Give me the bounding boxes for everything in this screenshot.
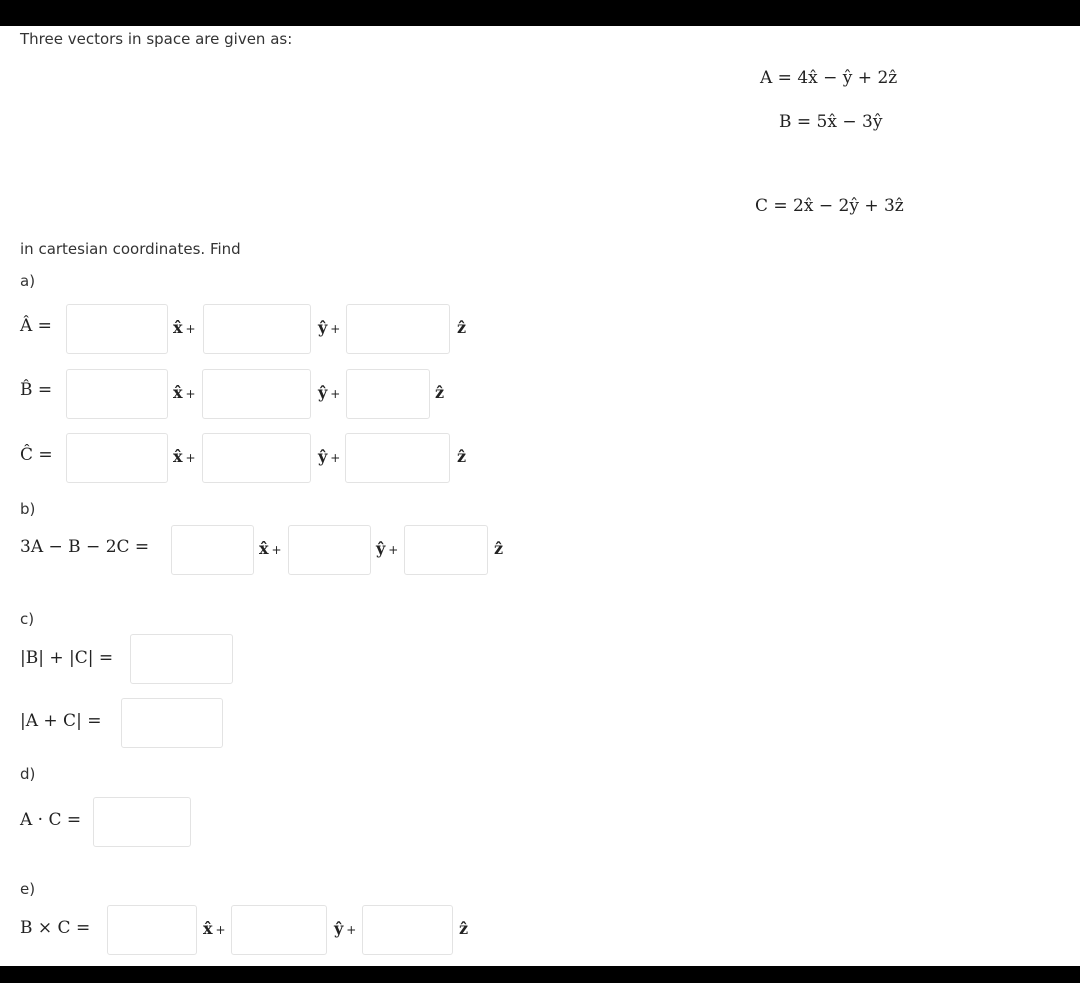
c-hat-z-input[interactable] bbox=[345, 433, 450, 483]
vector-b-equation: B = 5x̂ − 3ŷ bbox=[779, 112, 883, 132]
c-hat-z-unit: ẑ bbox=[457, 447, 467, 466]
part-e-x-unit: x̂ + bbox=[203, 919, 226, 938]
a-hat-y-input[interactable] bbox=[203, 304, 311, 354]
part-e-y-unit: ŷ + bbox=[334, 919, 357, 938]
a-hat-z-input[interactable] bbox=[346, 304, 450, 354]
part-b-z-input[interactable] bbox=[404, 525, 488, 575]
b-hat-z-unit: ẑ bbox=[435, 383, 445, 402]
a-hat-y-unit: ŷ + bbox=[318, 318, 341, 337]
part-d-dot-input[interactable] bbox=[93, 797, 191, 847]
part-b-y-unit: ŷ + bbox=[376, 539, 399, 558]
part-b-y-input[interactable] bbox=[288, 525, 371, 575]
part-d-expression: A · C = bbox=[20, 810, 82, 830]
part-b-x-unit: x̂ + bbox=[259, 539, 282, 558]
part-c-label: c) bbox=[20, 610, 35, 628]
part-b-z-unit: ẑ bbox=[494, 539, 504, 558]
c-hat-x-unit: x̂ + bbox=[173, 447, 196, 466]
intro-text: Three vectors in space are given as: bbox=[20, 30, 293, 48]
b-hat-x-input[interactable] bbox=[66, 369, 168, 419]
part-a-label: a) bbox=[20, 272, 36, 290]
c-hat-label: Ĉ = bbox=[20, 445, 53, 465]
part-b-label: b) bbox=[20, 500, 36, 518]
part-e-z-input[interactable] bbox=[362, 905, 453, 955]
b-hat-y-unit: ŷ + bbox=[318, 383, 341, 402]
part-c-sum-expression: |B| + |C| = bbox=[20, 648, 114, 668]
part-d-label: d) bbox=[20, 765, 36, 783]
a-hat-x-input[interactable] bbox=[66, 304, 168, 354]
part-c-magnitude-expression: |A + C| = bbox=[20, 711, 102, 731]
b-hat-y-input[interactable] bbox=[202, 369, 311, 419]
c-hat-y-input[interactable] bbox=[202, 433, 311, 483]
vector-a-equation: A = 4x̂ − ŷ + 2ẑ bbox=[760, 68, 898, 88]
part-c-magnitude-input[interactable] bbox=[121, 698, 223, 748]
part-b-expression: 3A − B − 2C = bbox=[20, 537, 150, 557]
part-e-z-unit: ẑ bbox=[459, 919, 469, 938]
part-b-x-input[interactable] bbox=[171, 525, 254, 575]
find-text: in cartesian coordinates. Find bbox=[20, 240, 241, 258]
part-e-x-input[interactable] bbox=[107, 905, 197, 955]
vector-c-equation: C = 2x̂ − 2ŷ + 3ẑ bbox=[755, 196, 904, 216]
b-hat-label: B̂ = bbox=[20, 380, 53, 400]
part-e-expression: B × C = bbox=[20, 918, 91, 938]
a-hat-x-unit: x̂ + bbox=[173, 318, 196, 337]
b-hat-x-unit: x̂ + bbox=[173, 383, 196, 402]
top-bar bbox=[0, 0, 1080, 26]
c-hat-x-input[interactable] bbox=[66, 433, 168, 483]
c-hat-y-unit: ŷ + bbox=[318, 447, 341, 466]
a-hat-z-unit: ẑ bbox=[457, 318, 467, 337]
part-e-label: e) bbox=[20, 880, 36, 898]
bottom-bar bbox=[0, 966, 1080, 983]
part-e-y-input[interactable] bbox=[231, 905, 327, 955]
b-hat-z-input[interactable] bbox=[346, 369, 430, 419]
part-c-sum-input[interactable] bbox=[130, 634, 233, 684]
a-hat-label: Â = bbox=[20, 316, 52, 336]
